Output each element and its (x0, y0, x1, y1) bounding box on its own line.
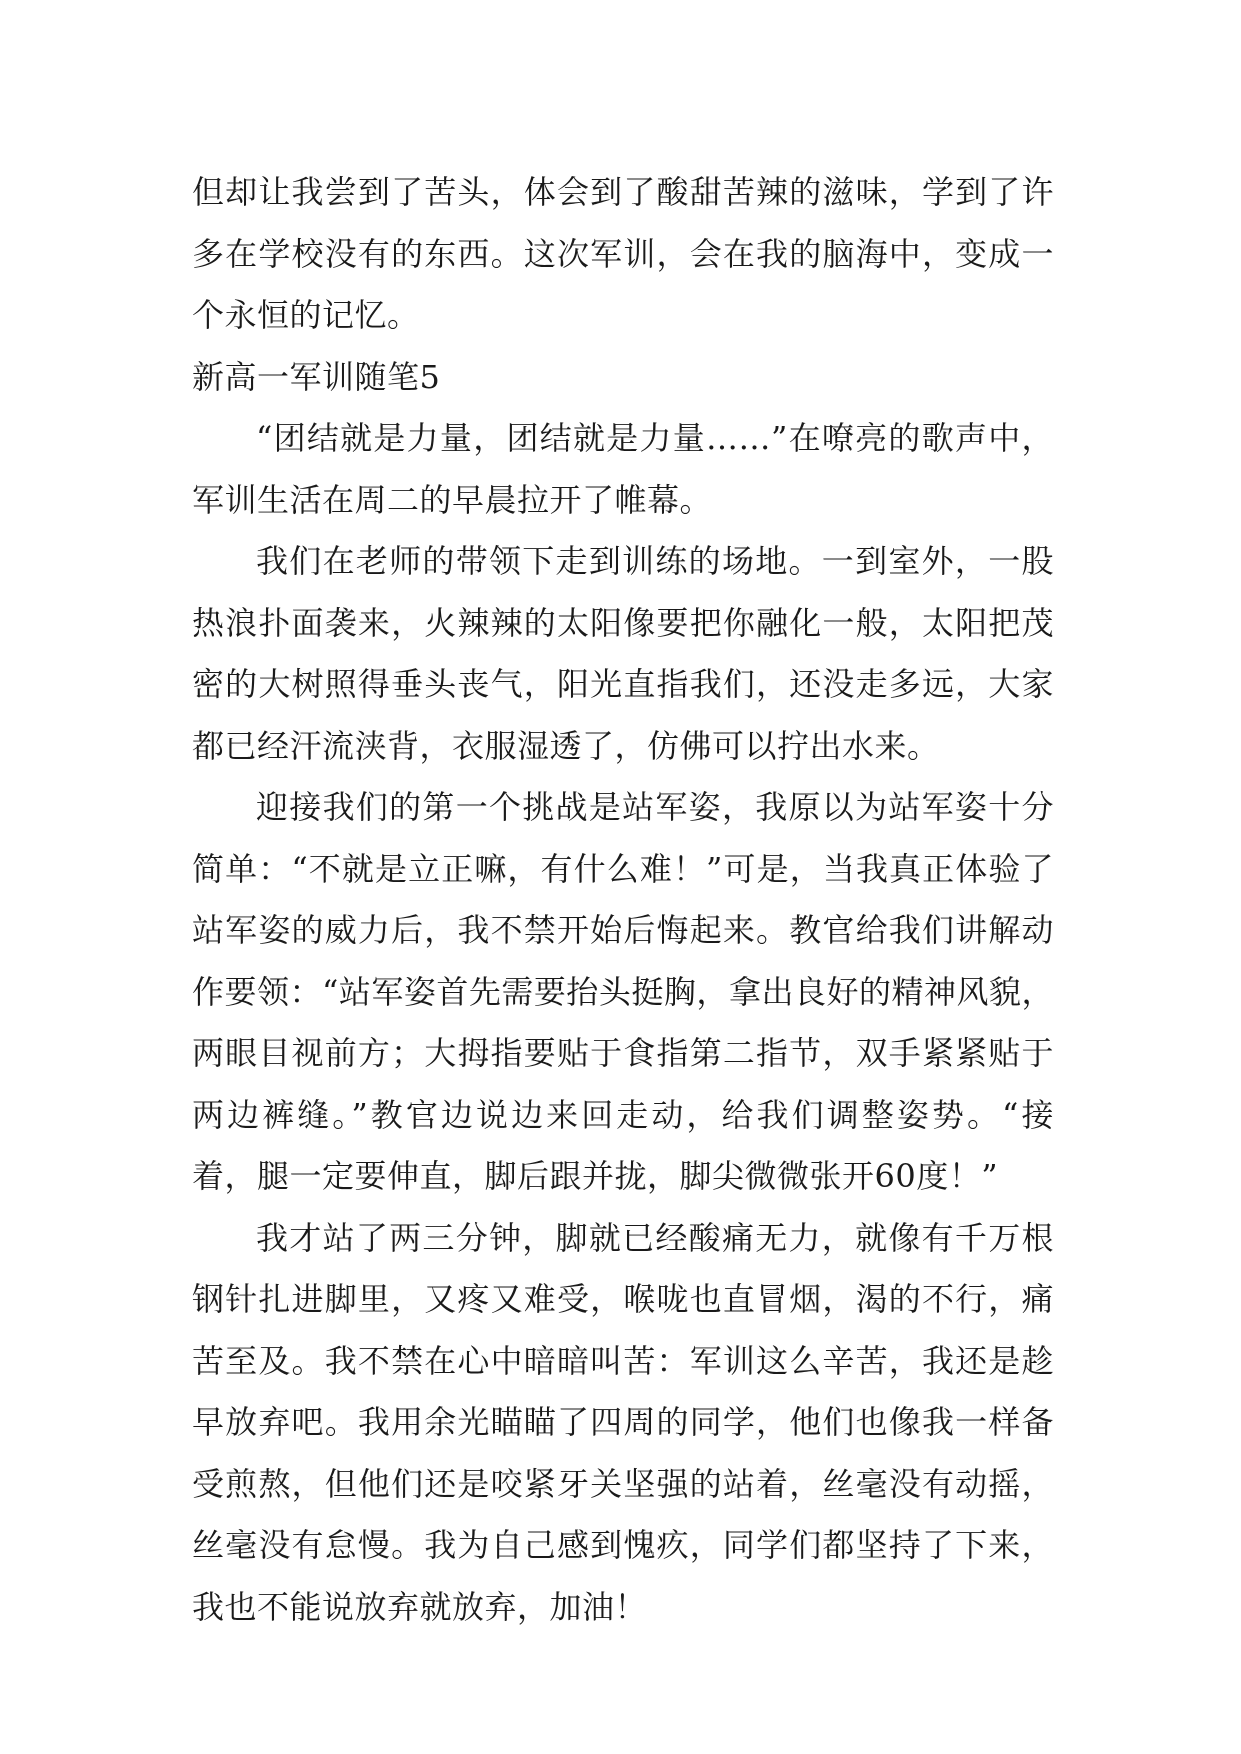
continuation-paragraph: 但却让我尝到了苦头，体会到了酸甜苦辣的滋味，学到了许多在学校没有的东西。这次军训，会在我的脑海中，变成一个永恒的记忆。 (192, 173, 1054, 334)
essay-paragraph-3: 迎接我们的第一个挑战是站军姿，我原以为站军姿十分简单：“不就是立正嘛，有什么难！”可是，当我真正体验了站军姿的威力后，我不禁开始后悔起来。教官给我们讲解动作要领：“站军姿首先需要抬头挺胸，拿出良好的精神风貌，两眼目视前方；大拇指要贴于食指第二指节，双手紧紧贴于两边裤缝。”教官边说边来回走动，给我们调整姿势。“接着，腿一定要伸直，脚后跟并拢，脚尖微微张开60度！” (192, 788, 1054, 1195)
essay-paragraph-4: 我才站了两三分钟，脚就已经酸痛无力，就像有千万根钢针扎进脚里，又疼又难受，喉咙也直冒烟，渴的不行，痛苦至及。我不禁在心中暗暗叫苦：军训这么辛苦，我还是趁早放弃吧。我用余光瞄瞄了四周的同学，他们也像我一样备受煎熬，但他们还是咬紧牙关坚强的站着，丝毫没有动摇，丝毫没有怠慢。我为自己感到愧疚，同学们都坚持了下来，我也不能说放弃就放弃，加油！ (192, 1218, 1054, 1626)
essay-title: 新高一军训随笔5 (192, 357, 441, 396)
essay-paragraph-1: “团结就是力量，团结就是力量……”在嘹亮的歌声中，军训生活在周二的早晨拉开了帷幕。 (192, 419, 1054, 519)
essay-paragraph-2: 我们在老师的带领下走到训练的场地。一到室外，一股热浪扑面袭来，火辣辣的太阳像要把你融化一般，太阳把茂密的大树照得垂头丧气，阳光直指我们，还没走多远，大家都已经汗流浃背，衣服湿透了，仿佛可以拧出水来。 (192, 542, 1054, 765)
document-body (192, 162, 1054, 1638)
